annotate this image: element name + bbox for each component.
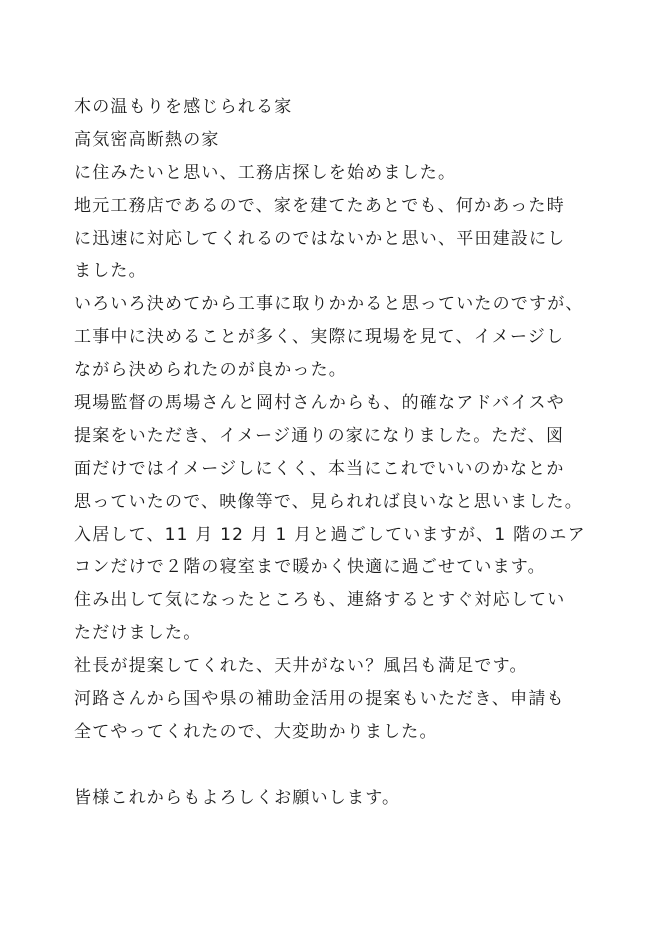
text-line: に住みたいと思い、工務店探しを始めました。 xyxy=(74,162,457,183)
text-line: 思っていたので、映像等で、見られれば良いなと思いました。 xyxy=(74,491,583,512)
text-line: 提案をいただき、イメージ通りの家になりました。ただ、図 xyxy=(74,425,565,446)
text-line: 高気密高断熱の家 xyxy=(74,129,220,150)
text-line: 社長が提案してくれた、天井がない？風呂も満足です。 xyxy=(74,656,528,677)
letter-body xyxy=(74,91,614,815)
text-line: 全てやってくれたので、大変助かりました。 xyxy=(74,721,438,742)
text-line: ただけました。 xyxy=(74,623,202,644)
blank-line xyxy=(74,749,614,782)
text-line: 住み出して気になったところも、連絡するとすぐ対応してい xyxy=(74,590,566,611)
closing-line: 皆様これからもよろしくお願いします。 xyxy=(74,787,401,808)
text-line: 入居して、11 月 12 月 1 月と過ごしていますが、1 階のエア xyxy=(74,524,586,545)
text-line: 河路さんから国や県の補助金活用の提案もいただき、申請も xyxy=(74,689,565,710)
text-line: ました。 xyxy=(74,261,147,282)
text-line: 現場監督の馬場さんと岡村さんからも、的確なアドバイスや xyxy=(74,393,565,414)
text-line: 工事中に決めることが多く、実際に現場を見て、イメージし xyxy=(74,327,565,348)
text-line: 地元工務店であるので、家を建てたあとでも、何かあった時 xyxy=(74,195,565,216)
text-line: 木の温もりを感じられる家 xyxy=(74,97,293,117)
text-line: に迅速に対応してくれるのではないかと思い、平田建設にし xyxy=(74,228,566,249)
text-line: ながら決められたのが良かった。 xyxy=(74,360,347,381)
text-line: いろいろ決めてから工事に取りかかると思っていたのですが、 xyxy=(74,294,584,315)
text-line: 面だけではイメージしにくく、本当にこれでいいのかなとか xyxy=(74,458,565,479)
text-line: コンだけで２階の寝室まで暖かく快適に過ごせています。 xyxy=(74,557,546,578)
